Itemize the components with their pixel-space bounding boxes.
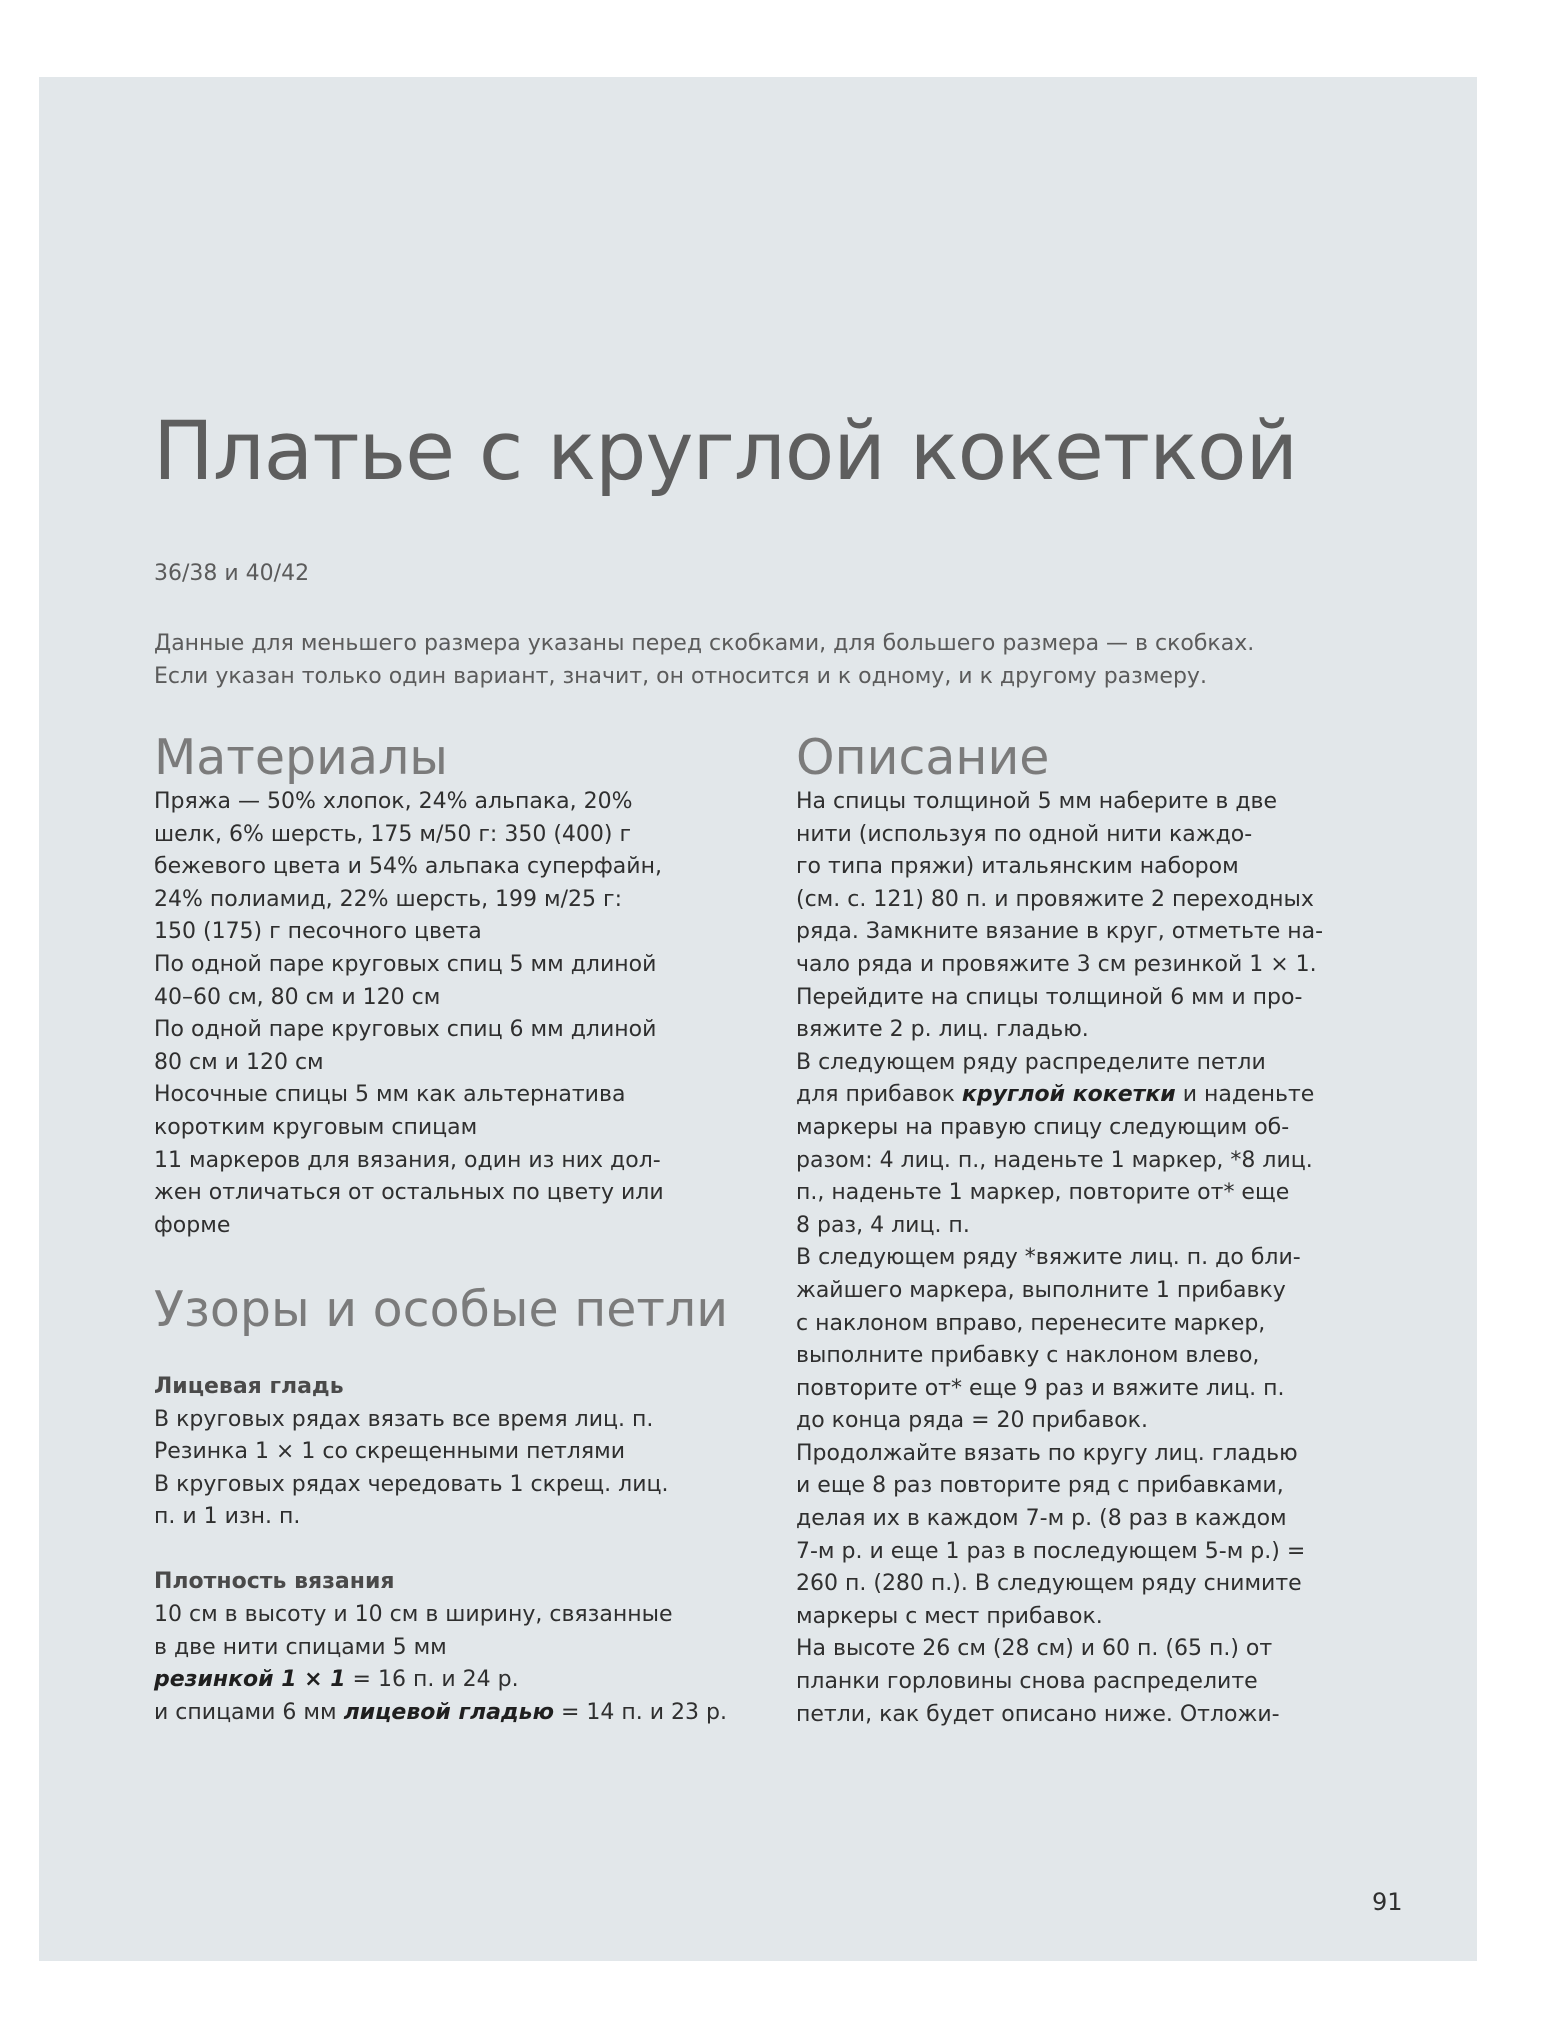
description-heading: Описание bbox=[796, 729, 1050, 786]
spacer bbox=[154, 1534, 734, 1567]
description-line: вяжите 2 р. лиц. гладью. bbox=[796, 1017, 1089, 1043]
materials-line: 80 см и 120 см bbox=[154, 1049, 324, 1075]
description-line: жайшего маркера, выполните 1 прибавку bbox=[796, 1277, 1286, 1303]
description-line: На высоте 26 см (28 см) и 60 п. (65 п.) от bbox=[796, 1636, 1273, 1662]
materials-line: жен отличаться от остальных по цвету или bbox=[154, 1180, 664, 1206]
description-line: (см. с. 121) 80 п. и провяжите 2 переходных bbox=[796, 886, 1314, 912]
description-line bbox=[796, 1079, 1416, 1112]
description-line: планки горловины снова распределите bbox=[796, 1669, 1258, 1695]
materials-heading: Материалы bbox=[154, 729, 448, 786]
description-line: делая их в каждом 7-м р. (8 раз в каждом bbox=[796, 1506, 1287, 1532]
intro-line: Если указан только один вариант, значит, он относится и к одному, и к другому размеру. bbox=[154, 664, 1207, 689]
description-line: В следующем ряду распределите петли bbox=[796, 1049, 1266, 1075]
description-line: чало ряда и провяжите 3 см резинкой 1 × 1. bbox=[796, 951, 1317, 977]
materials-line: Пряжа — 50% хлопок, 24% альпака, 20% bbox=[154, 789, 633, 814]
gauge-line: в две нити спицами 5 мм bbox=[154, 1634, 447, 1660]
gauge-title: Плотность вязания bbox=[154, 1569, 395, 1595]
patterns-line: п. и 1 изн. п. bbox=[154, 1504, 301, 1530]
description-line: го типа пряжи) итальянским набором bbox=[796, 854, 1239, 880]
materials-line: форме bbox=[154, 1212, 231, 1238]
description-line: п., наденьте 1 маркер, повторите от* еще bbox=[796, 1180, 1290, 1206]
stockinette-emphasis: лицевой гладью bbox=[343, 1699, 554, 1725]
gauge-line bbox=[154, 1664, 734, 1697]
stockinette-title: Лицевая гладь bbox=[154, 1373, 344, 1399]
sizes-line: 36/38 и 40/42 bbox=[154, 561, 310, 586]
materials-line: 11 маркеров для вязания, один из них дол- bbox=[154, 1147, 661, 1173]
left-column bbox=[154, 730, 734, 1729]
description-line: повторите от* еще 9 раз и вяжите лиц. п. bbox=[796, 1375, 1285, 1401]
right-column bbox=[796, 730, 1416, 1731]
description-line: и еще 8 раз повторите ряд с прибавками, bbox=[796, 1473, 1284, 1499]
description-line: 260 п. (280 п.). В следующем ряду снимите bbox=[796, 1571, 1302, 1597]
page-number: 91 bbox=[1372, 1888, 1403, 1916]
gauge-line: 10 см в высоту и 10 см в ширину, связанные bbox=[154, 1602, 673, 1628]
description-line: маркеры на правую спицу следующим об- bbox=[796, 1114, 1290, 1140]
materials-line: 150 (175) г песочного цвета bbox=[154, 919, 482, 945]
materials-line: 24% полиамид, 22% шерсть, 199 м/25 г: bbox=[154, 886, 623, 912]
materials-line: коротким круговым спицам bbox=[154, 1114, 478, 1140]
patterns-block bbox=[154, 1338, 734, 1729]
rib-emphasis: резинкой 1 × 1 bbox=[154, 1667, 346, 1693]
materials-line: По одной паре круговых спиц 6 мм длиной bbox=[154, 1017, 657, 1043]
description-line: до конца ряда = 20 прибавок. bbox=[796, 1408, 1148, 1434]
description-line: 7-м р. и еще 1 раз в последующем 5-м р.) = bbox=[796, 1538, 1306, 1564]
yoke-prefix: для прибавок bbox=[796, 1082, 962, 1108]
patterns-line: В круговых рядах вязать все время лиц. п. bbox=[154, 1406, 654, 1432]
patterns-line: Резинка 1 × 1 со скрещенными петлями bbox=[154, 1439, 625, 1465]
stockinette-rest: = 14 п. и 23 р. bbox=[553, 1699, 727, 1725]
description-line: ряда. Замкните вязание в круг, отметьте на- bbox=[796, 919, 1324, 945]
description-line: выполните прибавку с наклоном влево, bbox=[796, 1343, 1260, 1369]
stockinette-prefix: и спицами 6 мм bbox=[154, 1699, 344, 1725]
description-line: Перейдите на спицы толщиной 6 мм и про- bbox=[796, 984, 1303, 1010]
yoke-emphasis: круглой кокетки bbox=[961, 1082, 1176, 1108]
spacer bbox=[154, 1338, 734, 1371]
materials-line: 40–60 см, 80 см и 120 см bbox=[154, 984, 441, 1010]
description-line: петли, как будет описано ниже. Отложи- bbox=[796, 1701, 1280, 1727]
description-line: 8 раз, 4 лиц. п. bbox=[796, 1212, 970, 1238]
description-text bbox=[796, 786, 1416, 1731]
description-line: В следующем ряду *вяжите лиц. п. до бли- bbox=[796, 1245, 1301, 1271]
patterns-heading: Узоры и особые петли bbox=[154, 1281, 729, 1339]
materials-line: Носочные спицы 5 мм как альтернатива bbox=[154, 1082, 626, 1108]
description-line: На спицы толщиной 5 мм наберите в две bbox=[796, 789, 1278, 814]
description-line: разом: 4 лиц. п., наденьте 1 маркер, *8 лиц. bbox=[796, 1147, 1313, 1173]
gauge-line bbox=[154, 1697, 734, 1730]
intro-paragraph bbox=[154, 627, 1404, 693]
materials-line: бежевого цвета и 54% альпака суперфайн, bbox=[154, 854, 662, 880]
description-line: нити (используя по одной нити каждо- bbox=[796, 821, 1253, 847]
description-line: маркеры с мест прибавок. bbox=[796, 1603, 1103, 1629]
materials-line: По одной паре круговых спиц 5 мм длиной bbox=[154, 951, 657, 977]
intro-line: Данные для меньшего размера указаны перед скобками, для большего размера — в скобках. bbox=[154, 631, 1255, 656]
description-line: Продолжайте вязать по кругу лиц. гладью bbox=[796, 1440, 1298, 1466]
yoke-suffix: и наденьте bbox=[1175, 1082, 1315, 1108]
materials-line: шелк, 6% шерсть, 175 м/50 г: 350 (400) г bbox=[154, 821, 632, 847]
page-title: Платье с круглой кокеткой bbox=[153, 405, 1298, 499]
rib-rest: = 16 п. и 24 р. bbox=[345, 1667, 519, 1693]
materials-list bbox=[154, 786, 734, 1242]
description-line: с наклоном вправо, перенесите маркер, bbox=[796, 1310, 1266, 1336]
patterns-line: В круговых рядах чередовать 1 скрещ. лиц. bbox=[154, 1471, 669, 1497]
